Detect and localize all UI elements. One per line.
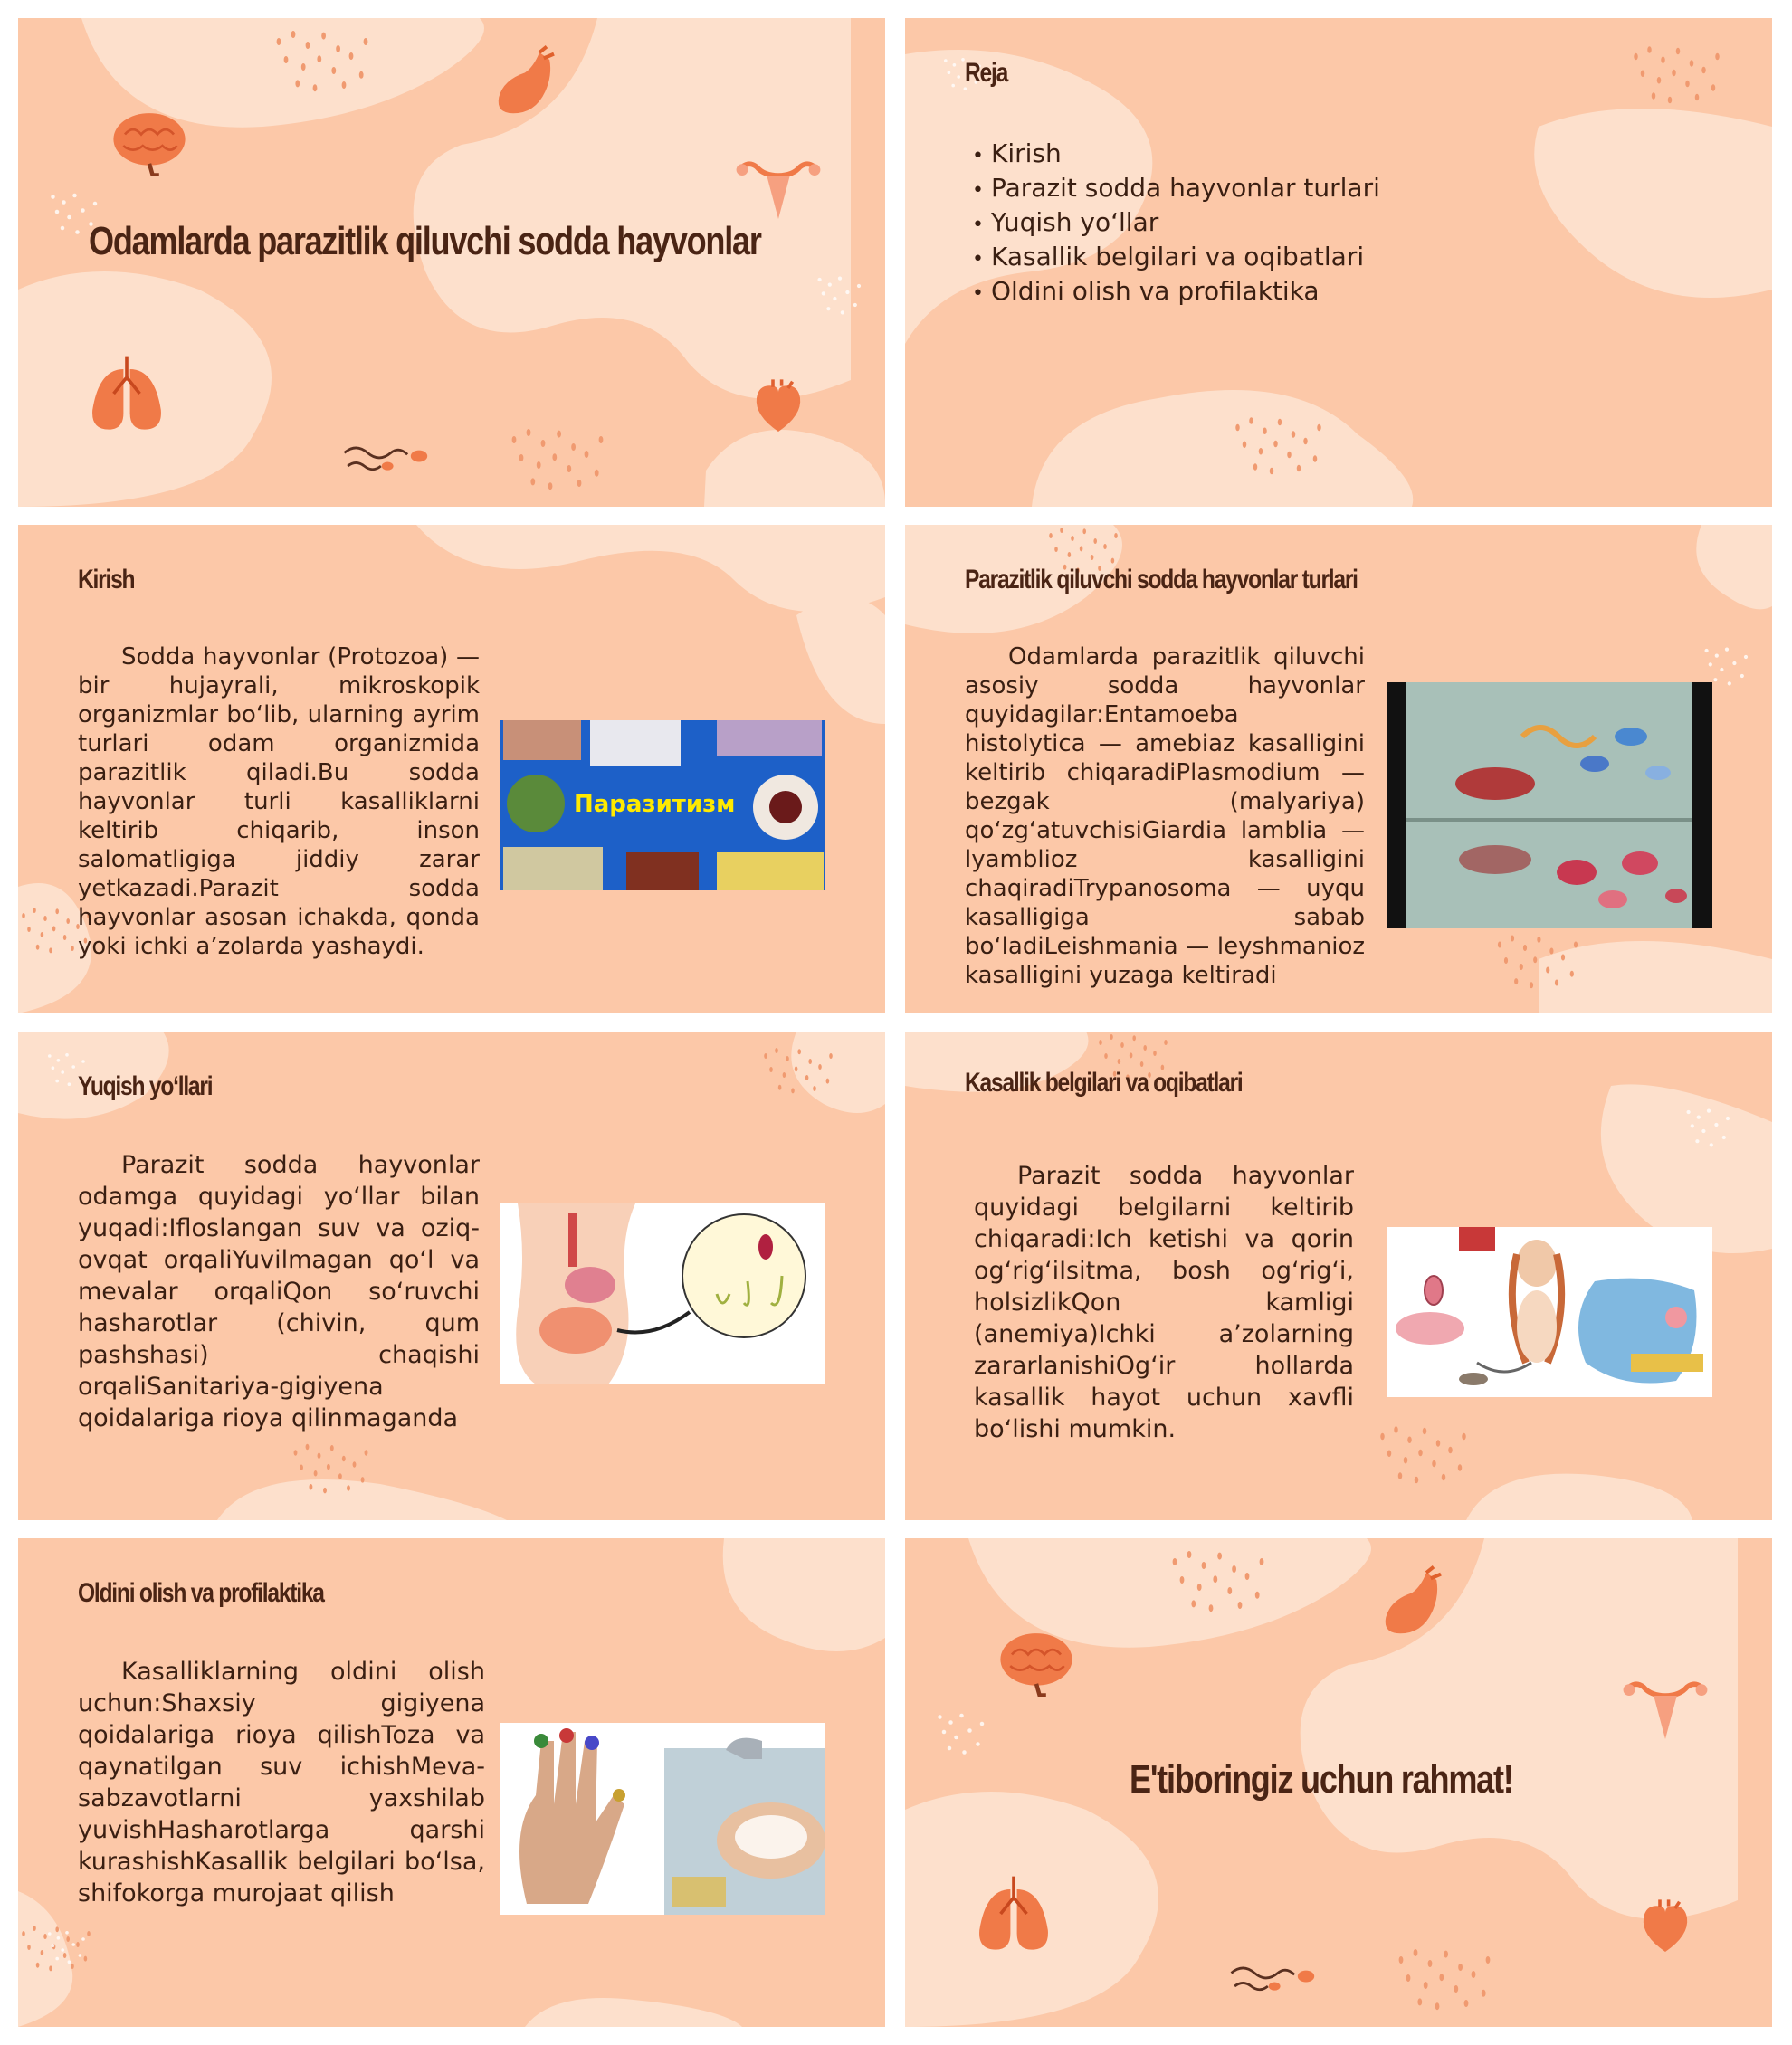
slide-plan [905,18,1772,507]
slide-types [905,525,1772,1013]
heart-icon [751,371,805,443]
dots-decoration [1376,1412,1511,1502]
heart-icon [1638,1891,1692,1964]
dots-decoration [1168,1547,1312,1620]
stomach-icon [1376,1565,1448,1638]
slide-title-text: Oldini olish va profilaktika [78,1578,324,1608]
plan-list [972,138,1380,309]
white-dots-decoration [815,271,878,326]
dots-decoration [1394,1945,1539,2018]
protozoa-video-frame [1387,682,1712,928]
slide-symptoms [905,1032,1772,1520]
plan-item: • Kasallik belgilari va oqibatlari [972,241,1380,275]
slide-title-text: Parazitlik qiluvchi sodda hayvonlar turlari [965,565,1358,594]
lungs-icon [81,353,172,434]
slide-title-text: Reja [965,58,1008,88]
slide-title-text: E'tiboringiz uchun rahmat! [1130,1757,1513,1802]
slide-title-text: Yuqish yo‘llari [78,1071,213,1101]
plan-item: • Oldini olish va profilaktika [972,275,1380,309]
slide-thanks [905,1538,1772,2027]
white-dots-decoration [932,1710,1005,1764]
sperm-icon [339,434,439,480]
slide-title-text: Kasallik belgilari va oqibatlari [965,1068,1243,1098]
plan-item: • Kirish [972,138,1380,172]
lungs-icon [968,1873,1059,1955]
dots-decoration [272,27,416,100]
plan-item: • Yuqish yo‘llar [972,206,1380,241]
slide-body-text: Parazit sodda hayvonlar quyidagi belgilarni keltirib chiqaradi:Ich ketishi va qorin og‘rig‘iIsitma, bosh og‘rig‘i, holsizlikQon kamligi (anemiya)Ichki a’zolarning zararlanishiOg‘ir hollarda kasallik hayot uchun xavfli bo‘lishi mumkin. [974,1162,1354,1443]
stomach-icon [489,45,561,118]
dots-decoration [1629,36,1765,118]
white-dots-decoration [1683,1104,1747,1158]
brain-icon [996,1629,1077,1697]
slide-transmission [18,1032,885,1520]
hand-hygiene-image [500,1723,825,1915]
slide-title-text: Odamlarda parazitlik qiluvchi sodda hayvonlar [89,219,761,263]
dots-decoration [760,1032,869,1113]
brain-icon [109,109,190,176]
parasite-lifecycle-image [1387,1227,1712,1397]
dots-decoration [507,425,652,498]
slide-title [18,18,885,507]
dots-decoration [1493,923,1620,1004]
parasitism-caption: Паразитизм [574,791,736,818]
dots-decoration [1231,407,1367,489]
slide-body-text: Odamlarda parazitlik qiluvchi asosiy sodda hayvonlar quyidagilar:Entamoeba histolytica — amebiaz kasalligini keltirib chiqaradiPlasmodium — bezgak (malyariya) qo‘zg‘atuvchisiGiardia lamblia — lyamblioz kasalligini chaqiradiTrypanosoma — uyqu kasalligiga sabab bo‘ladiLeishmania — leyshmanioz kasalligini yuzaga keltiradi [965,643,1365,989]
slide-body-text: Sodda hayvonlar (Protozoa) — bir hujayrali, mikroskopik organizmlar bo‘lib, ularning ayrim turlari odam organizmida parazitlik qiladi.Bu sodda hayvonlar turli kasalliklarni keltirib chiqarib, inson salomatligiga jiddiy zarar yetkazadi.Parazit sodda hayvonlar asosan ichakda, qonda yoki ichki a’zolarda yashaydi. [78,643,480,960]
dots-decoration [290,1430,407,1511]
slide-intro [18,525,885,1013]
slide-body-text: Parazit sodda hayvonlar odamga quyidagi yo‘llar bilan yuqadi:Ifloslangan suv va oziq-ovqat orqaliYuvilmagan qo‘l va mevalar orqaliQon so‘ruvchi hasharotlar (chivin, qum pashshasi) chaqishi orqaliSanitariya-gigiyena qoidalariga rioya qilinmaganda [78,1151,480,1432]
slide-body-text: Kasalliklarning oldini olish uchun:Shaxsiy gigiyena qoidalariga rioya qilishToza va qaynatilgan suv ichishMeva-sabzavotlarni yaxshilab yuvishHasharotlarga qarshi kurashishKasallik belgilari bo‘lsa, shifokorga murojaat qilish [78,1658,485,1907]
uterus-icon [1620,1674,1711,1746]
white-dots-decoration [45,1927,100,1973]
slide-prevention [18,1538,885,2027]
sperm-icon [1226,1955,1326,2000]
digestive-system-image [500,1203,825,1384]
slide-title-text: Kirish [78,565,135,594]
parasitism-image [500,720,825,890]
plan-item: • Parazit sodda hayvonlar turlari [972,172,1380,206]
uterus-icon [733,154,824,226]
